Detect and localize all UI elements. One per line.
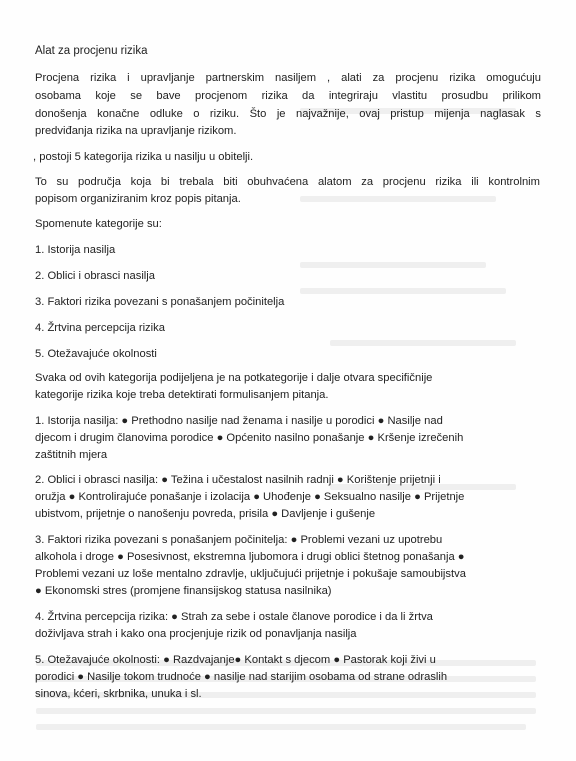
- detail-risk-factors-line: ● Ekonomski stres (promjene finansijskog statusa nasilnika): [35, 585, 332, 597]
- detail-forms-line: ubistvom, prijetnje o nanošenju povreda, prisila ● Davljenje i gušenje: [35, 508, 376, 520]
- intro-line: Procjena rizika i upravljanje partnerskim nasiljem , alati za procjenu rizika omogućuju: [35, 72, 541, 84]
- areas-line: popisom organiziranim kroz popis pitanja.: [35, 193, 241, 205]
- detail-history-line: 1. Istorija nasilja: ● Prethodno nasilje nad ženama i nasilje u porodici ● Nasilje nad: [35, 415, 443, 427]
- subcategories-line: Svaka od ovih kategorija podijeljena je na potkategorije i dalje otvara specifičnije: [35, 372, 433, 384]
- detail-history-line: djecom i drugim članovima porodice ● Općenito nasilno ponašanje ● Kršenje izrečenih: [35, 432, 464, 444]
- intro-line: donošenja konačne odluke o riziku. Što je najvažnije, ovaj pristup mijenja naglasak s: [35, 108, 541, 120]
- category-item: 4. Žrtvina percepcija rizika: [35, 322, 165, 334]
- detail-forms-line: 2. Oblici i obrasci nasilja: ● Težina i učestalost nasilnih radnji ● Korištenje prijetnji i: [35, 474, 441, 486]
- bleed-through-mark: [36, 724, 526, 730]
- detail-aggravating-line: 5. Otežavajuće okolnosti: ● Razdvajanje● Kontakt s djecom ● Pastorak koji živi u: [35, 654, 436, 666]
- intro-line: osobama koje se bave procjenom rizika da integriraju vlastitu prosudbu prilikom: [35, 90, 541, 102]
- categories-heading: Spomenute kategorije su:: [35, 218, 162, 230]
- detail-forms-line: oružja ● Kontrolirajuće ponašanje i izolacija ● Uhođenje ● Seksualno nasilje ● Prijetnje: [35, 491, 465, 503]
- intro-line: predviđanja rizika na upravljanje rizikom.: [35, 125, 237, 137]
- detail-risk-factors-line: alkohola i droge ● Posesivnost, ekstremna ljubomora i drugi oblici štetnog ponašanja ●: [35, 551, 465, 563]
- bleed-through-mark: [330, 340, 516, 346]
- category-item: 2. Oblici i obrasci nasilja: [35, 270, 156, 282]
- category-item: 1. Istorija nasilja: [35, 244, 116, 256]
- bleed-through-mark: [36, 708, 536, 714]
- detail-perception-line: 4. Žrtvina percepcija rizika: ● Strah za sebe i ostale članove porodice i da li žrtva: [35, 611, 433, 623]
- detail-history-line: zaštitnih mjera: [35, 449, 108, 461]
- subcategories-line: kategorije rizika koje treba detektirati formulisanjem pitanja.: [35, 389, 329, 401]
- bleed-through-mark: [300, 196, 496, 202]
- bleed-through-mark: [300, 288, 506, 294]
- areas-line: To su područja koja bi trebala biti obuhvaćena alatom za procjenu rizika ili kontrolnim: [35, 176, 540, 188]
- document-title: Alat za procjenu rizika: [35, 45, 148, 57]
- category-item: 5. Otežavajuće okolnosti: [35, 348, 157, 360]
- detail-risk-factors-line: Problemi vezani uz loše mentalno zdravlje, uključujući prijetnje i pokušaje samoubijstva: [35, 568, 466, 580]
- detail-aggravating-line: porodici ● Nasilje tokom trudnoće ● nasilje nad starijim osobama od strane odraslih: [35, 671, 448, 683]
- bleed-through-mark: [300, 262, 486, 268]
- detail-aggravating-line: sinova, kćeri, skrbnika, unuka i sl.: [35, 688, 202, 700]
- categories-count-text: , postoji 5 kategorija rizika u nasilju u obitelji.: [33, 151, 254, 163]
- detail-risk-factors-line: 3. Faktori rizika povezani s ponašanjem počinitelja: ● Problemi vezani uz upotrebu: [35, 534, 443, 546]
- detail-perception-line: doživljava strah i kako ona procjenjuje rizik od ponavljanja nasilja: [35, 628, 357, 640]
- category-item: 3. Faktori rizika povezani s ponašanjem počinitelja: [35, 296, 285, 308]
